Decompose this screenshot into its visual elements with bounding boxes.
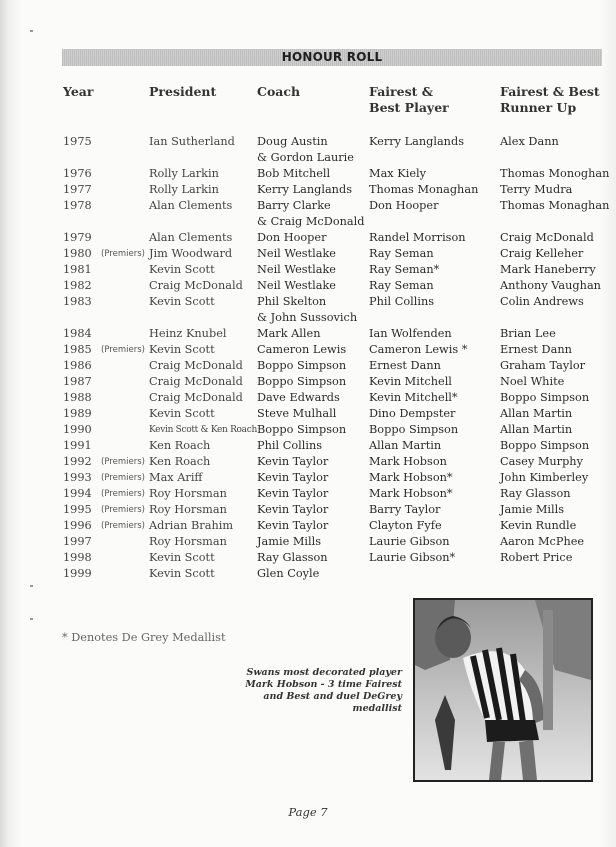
year-cell: 1984 <box>63 327 92 340</box>
fairest-best-player-cell: Dino Dempster <box>369 407 456 420</box>
runner-up-cell: Kevin Rundle <box>500 519 577 532</box>
runner-up-cell: Robert Price <box>500 551 573 564</box>
president-cell: Kevin Scott <box>149 567 215 580</box>
year-cell: 1999 <box>63 567 92 580</box>
table-row <box>0 454 616 470</box>
photo-caption: Swans most decorated player Mark Hobson - 3 time Fairest and Best and duel DeGrey medallist <box>245 667 402 714</box>
premiers-label: (Premiers) <box>101 249 145 259</box>
scan-mark <box>30 618 33 620</box>
president-cell: Craig McDonald <box>149 375 243 388</box>
runner-up-cell: Ernest Dann <box>500 343 572 356</box>
year-cell: 1997 <box>63 535 92 548</box>
runner-up-cell: Thomas Monaghan <box>500 199 610 212</box>
table-row <box>0 230 616 246</box>
president-cell: Kevin Scott <box>149 295 215 308</box>
table-row <box>0 182 616 198</box>
runner-up-cell: Craig McDonald <box>500 231 594 244</box>
fairest-best-player-cell: Don Hooper <box>369 199 439 212</box>
fairest-best-player-cell: Randel Morrison <box>369 231 466 244</box>
year-cell: 1975 <box>63 135 92 148</box>
table-row <box>0 518 616 534</box>
coach-cell: Dave Edwards <box>257 391 340 404</box>
year-cell: 1998 <box>63 551 92 564</box>
premiers-label: (Premiers) <box>101 345 145 355</box>
player-photo-illustration <box>415 600 591 780</box>
header-year: Year <box>63 84 94 99</box>
coach-cell: Ray Glasson <box>257 551 328 564</box>
table-row <box>0 390 616 406</box>
runner-up-cell: Boppo Simpson <box>500 391 590 404</box>
premiers-label: (Premiers) <box>101 505 145 515</box>
coach-cell: Glen Coyle <box>257 567 320 580</box>
table-row <box>0 134 616 166</box>
table-row <box>0 406 616 422</box>
year-cell: 1994 <box>63 487 92 500</box>
fairest-best-player-cell: Phil Collins <box>369 295 435 308</box>
runner-up-cell: Graham Taylor <box>500 359 586 372</box>
coach-cell: Kevin Taylor <box>257 487 329 500</box>
fairest-best-player-cell: Ray Seman <box>369 247 434 260</box>
year-cell: 1983 <box>63 295 92 308</box>
page-number: Page 7 <box>288 805 328 819</box>
president-cell: Roy Horsman <box>149 503 227 516</box>
premiers-label: (Premiers) <box>101 457 145 467</box>
year-cell: 1982 <box>63 279 92 292</box>
banner-title: HONOUR ROLL <box>281 50 383 64</box>
fairest-best-player-cell: Clayton Fyfe <box>369 519 442 532</box>
honour-roll-table <box>0 134 616 582</box>
fairest-best-player-cell: Kevin Mitchell* <box>369 391 458 404</box>
president-cell: Kevin Scott <box>149 263 215 276</box>
runner-up-cell: Noel White <box>500 375 565 388</box>
coach-cell: Phil Collins <box>257 439 323 452</box>
table-row <box>0 502 616 518</box>
runner-up-cell: Casey Murphy <box>500 455 583 468</box>
year-cell: 1980 <box>63 247 92 260</box>
runner-up-cell: Alex Dann <box>500 135 559 148</box>
fairest-best-player-cell: Kerry Langlands <box>369 135 464 148</box>
coach-cell: Kevin Taylor <box>257 455 329 468</box>
fairest-best-player-cell: Mark Hobson* <box>369 487 453 500</box>
coach-cell: Kevin Taylor <box>257 519 329 532</box>
president-cell: Jim Woodward <box>149 247 233 260</box>
runner-up-cell: Terry Mudra <box>500 183 573 196</box>
table-row <box>0 534 616 550</box>
coach-cell: Neil Westlake <box>257 247 336 260</box>
runner-up-cell: John Kimberley <box>500 471 589 484</box>
runner-up-cell: Aaron McPhee <box>500 535 585 548</box>
scan-mark <box>30 585 33 587</box>
honour-roll-banner <box>62 49 602 66</box>
player-photo <box>413 598 593 782</box>
runner-up-cell: Jamie Mills <box>500 503 565 516</box>
coach-cell: Don Hooper <box>257 231 327 244</box>
coach-cell: Bob Mitchell <box>257 167 331 180</box>
fairest-best-player-cell: Ray Seman* <box>369 263 440 276</box>
year-cell: 1989 <box>63 407 92 420</box>
president-cell: Adrian Brahim <box>149 519 234 532</box>
fairest-best-player-cell: Kevin Mitchell <box>369 375 452 388</box>
year-cell: 1995 <box>63 503 92 516</box>
table-row <box>0 294 616 326</box>
table-row <box>0 342 616 358</box>
table-row <box>0 470 616 486</box>
year-cell: 1990 <box>63 423 92 436</box>
year-cell: 1988 <box>63 391 92 404</box>
year-cell: 1987 <box>63 375 92 388</box>
scan-mark <box>30 30 33 32</box>
president-cell: Roy Horsman <box>149 487 227 500</box>
fairest-best-player-cell: Ernest Dann <box>369 359 441 372</box>
premiers-label: (Premiers) <box>101 473 145 483</box>
fairest-best-player-cell: Ray Seman <box>369 279 434 292</box>
coach-cell: Barry Clarke & Craig McDonald <box>257 199 365 228</box>
president-cell: Alan Clements <box>149 199 233 212</box>
table-row <box>0 438 616 454</box>
fairest-best-player-cell: Allan Martin <box>369 439 442 452</box>
fairest-best-player-cell: Laurie Gibson <box>369 535 450 548</box>
coach-cell: Mark Allen <box>257 327 321 340</box>
runner-up-cell: Allan Martin <box>500 423 573 436</box>
coach-cell: Kevin Taylor <box>257 503 329 516</box>
coach-cell: Kevin Taylor <box>257 471 329 484</box>
president-cell: Rolly Larkin <box>149 183 219 196</box>
runner-up-cell: Boppo Simpson <box>500 439 590 452</box>
header-fairest-best-player: Fairest & Best Player <box>369 84 449 115</box>
year-cell: 1991 <box>63 439 92 452</box>
year-cell: 1977 <box>63 183 92 196</box>
premiers-label: (Premiers) <box>101 489 145 499</box>
president-cell: Ken Roach <box>149 439 211 452</box>
coach-cell: Steve Mulhall <box>257 407 337 420</box>
fairest-best-player-cell: Ian Wolfenden <box>369 327 452 340</box>
fairest-best-player-cell: Barry Taylor <box>369 503 441 516</box>
premiers-label: (Premiers) <box>101 521 145 531</box>
table-row <box>0 550 616 566</box>
coach-cell: Jamie Mills <box>257 535 322 548</box>
president-cell: Kevin Scott <box>149 407 215 420</box>
coach-cell: Boppo Simpson <box>257 359 347 372</box>
coach-cell: Boppo Simpson <box>257 375 347 388</box>
year-cell: 1979 <box>63 231 92 244</box>
year-cell: 1993 <box>63 471 92 484</box>
header-fairest-best-runner-up: Fairest & Best Runner Up <box>500 84 600 115</box>
president-cell: Craig McDonald <box>149 391 243 404</box>
president-cell: Roy Horsman <box>149 535 227 548</box>
coach-cell: Doug Austin & Gordon Laurie <box>257 135 354 164</box>
coach-cell: Neil Westlake <box>257 263 336 276</box>
president-cell: Alan Clements <box>149 231 233 244</box>
fairest-best-player-cell: Mark Hobson* <box>369 471 453 484</box>
runner-up-cell: Mark Haneberry <box>500 263 596 276</box>
president-cell: Craig McDonald <box>149 279 243 292</box>
fairest-best-player-cell: Cameron Lewis * <box>369 343 468 356</box>
coach-cell: Neil Westlake <box>257 279 336 292</box>
president-cell: Heinz Knubel <box>149 327 227 340</box>
fairest-best-player-cell: Laurie Gibson* <box>369 551 456 564</box>
coach-cell: Phil Skelton & John Sussovich <box>257 295 358 324</box>
coach-cell: Boppo Simpson <box>257 423 347 436</box>
runner-up-cell: Brian Lee <box>500 327 556 340</box>
year-cell: 1978 <box>63 199 92 212</box>
president-cell: Rolly Larkin <box>149 167 219 180</box>
table-row <box>0 486 616 502</box>
header-coach: Coach <box>257 84 301 99</box>
year-cell: 1996 <box>63 519 92 532</box>
fairest-best-player-cell: Boppo Simpson <box>369 423 459 436</box>
table-row <box>0 246 616 262</box>
runner-up-cell: Anthony Vaughan <box>500 279 601 292</box>
table-row <box>0 422 616 438</box>
runner-up-cell: Thomas Monoghan <box>500 167 610 180</box>
table-row <box>0 326 616 342</box>
fairest-best-player-cell: Max Kiely <box>369 167 426 180</box>
year-cell: 1992 <box>63 455 92 468</box>
runner-up-cell: Craig Kelleher <box>500 247 584 260</box>
runner-up-cell: Ray Glasson <box>500 487 571 500</box>
runner-up-cell: Allan Martin <box>500 407 573 420</box>
president-cell: Ken Roach <box>149 455 211 468</box>
president-cell: Kevin Scott <box>149 551 215 564</box>
year-cell: 1985 <box>63 343 92 356</box>
table-row <box>0 358 616 374</box>
table-row <box>0 166 616 182</box>
year-cell: 1986 <box>63 359 92 372</box>
president-cell: Ian Sutherland <box>149 135 235 148</box>
table-row <box>0 198 616 230</box>
coach-cell: Kerry Langlands <box>257 183 352 196</box>
table-row <box>0 262 616 278</box>
table-row <box>0 374 616 390</box>
fairest-best-player-cell: Mark Hobson <box>369 455 447 468</box>
table-row <box>0 566 616 582</box>
president-cell: Craig McDonald <box>149 359 243 372</box>
president-cell: Kevin Scott <box>149 343 215 356</box>
table-row <box>0 278 616 294</box>
header-president: President <box>149 84 217 99</box>
coach-cell: Cameron Lewis <box>257 343 347 356</box>
runner-up-cell: Colin Andrews <box>500 295 584 308</box>
president-cell: Max Ariff <box>149 471 203 484</box>
footnote: * Denotes De Grey Medallist <box>62 631 226 644</box>
fairest-best-player-cell: Thomas Monaghan <box>369 183 479 196</box>
year-cell: 1976 <box>63 167 92 180</box>
president-cell: Kevin Scott & Ken Roach <box>149 425 257 435</box>
year-cell: 1981 <box>63 263 92 276</box>
